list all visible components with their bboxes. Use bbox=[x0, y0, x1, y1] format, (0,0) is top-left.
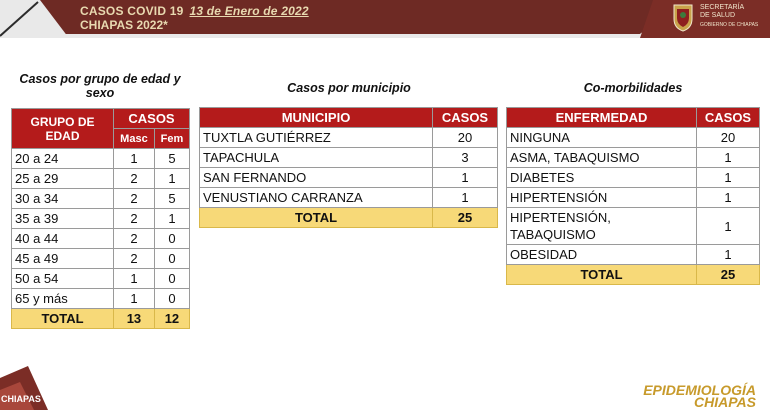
municipio-section-title: Casos por municipio bbox=[287, 81, 411, 95]
col-header-casos: CASOS bbox=[697, 108, 760, 128]
row-masc: 1 bbox=[114, 269, 155, 289]
chiapas-logo-text: CHIAPAS bbox=[1, 394, 41, 404]
col-header-casos: CASOS bbox=[114, 109, 190, 129]
total-label: TOTAL bbox=[12, 309, 114, 329]
table-row bbox=[12, 209, 190, 229]
row-grupo: 45 a 49 bbox=[12, 249, 114, 269]
total-fem: 12 bbox=[154, 309, 189, 329]
row-grupo: 65 y más bbox=[12, 289, 114, 309]
epidemiologia-line-1: EPIDEMIOLOGÍA bbox=[643, 382, 756, 398]
row-casos: 1 bbox=[697, 208, 760, 245]
row-casos: 20 bbox=[433, 128, 498, 148]
row-fem: 0 bbox=[154, 249, 189, 269]
chiapas-logo bbox=[0, 360, 60, 410]
row-masc: 2 bbox=[114, 229, 155, 249]
row-casos: 1 bbox=[697, 188, 760, 208]
comorb-section-title: Co-morbilidades bbox=[583, 81, 683, 95]
row-municipio: TAPACHULA bbox=[200, 148, 433, 168]
row-masc: 2 bbox=[114, 249, 155, 269]
header-title bbox=[80, 4, 309, 18]
col-header-fem: Fem bbox=[154, 129, 189, 149]
logo-line-2: DE SALUD bbox=[700, 12, 736, 19]
table-row bbox=[12, 189, 190, 209]
row-enfermedad: DIABETES bbox=[507, 168, 697, 188]
total-casos: 25 bbox=[433, 208, 498, 228]
table-row bbox=[507, 208, 760, 245]
col-header-grupo: GRUPO DE EDAD bbox=[12, 109, 114, 149]
row-masc: 2 bbox=[114, 169, 155, 189]
table-row bbox=[200, 148, 498, 168]
table-row bbox=[507, 168, 760, 188]
row-enfermedad: HIPERTENSIÓN bbox=[507, 188, 697, 208]
row-fem: 0 bbox=[154, 269, 189, 289]
row-enfermedad: NINGUNA bbox=[507, 128, 697, 148]
table-row bbox=[507, 188, 760, 208]
table-row bbox=[12, 149, 190, 169]
total-label: TOTAL bbox=[507, 265, 697, 285]
row-casos: 1 bbox=[697, 148, 760, 168]
table-row bbox=[200, 168, 498, 188]
table-row bbox=[507, 148, 760, 168]
row-masc: 1 bbox=[114, 289, 155, 309]
table-row bbox=[12, 249, 190, 269]
row-municipio: VENUSTIANO CARRANZA bbox=[200, 188, 433, 208]
row-casos: 1 bbox=[433, 188, 498, 208]
row-grupo: 50 a 54 bbox=[12, 269, 114, 289]
table-row bbox=[12, 289, 190, 309]
age-section-title: Casos por grupo de edad y sexo bbox=[19, 72, 181, 100]
row-enfermedad: OBESIDAD bbox=[507, 245, 697, 265]
table-row bbox=[507, 128, 760, 148]
total-masc: 13 bbox=[114, 309, 155, 329]
col-header-municipio: MUNICIPIO bbox=[200, 108, 433, 128]
municipio-table bbox=[199, 107, 498, 228]
row-grupo: 35 a 39 bbox=[12, 209, 114, 229]
row-fem: 1 bbox=[154, 169, 189, 189]
row-grupo: 40 a 44 bbox=[12, 229, 114, 249]
age-group-table bbox=[11, 108, 190, 329]
row-grupo: 20 a 24 bbox=[12, 149, 114, 169]
total-row bbox=[200, 208, 498, 228]
row-masc: 1 bbox=[114, 149, 155, 169]
col-header-casos: CASOS bbox=[433, 108, 498, 128]
table-row bbox=[12, 229, 190, 249]
row-fem: 5 bbox=[154, 149, 189, 169]
table-row bbox=[12, 169, 190, 189]
row-enfermedad: HIPERTENSIÓN, TABAQUISMO bbox=[507, 208, 697, 245]
row-casos: 1 bbox=[697, 168, 760, 188]
epidemiologia-line-2: CHIAPAS bbox=[694, 394, 756, 410]
row-fem: 0 bbox=[154, 229, 189, 249]
total-row bbox=[12, 309, 190, 329]
table-row bbox=[12, 269, 190, 289]
total-label: TOTAL bbox=[200, 208, 433, 228]
header-subtitle: CHIAPAS 2022* bbox=[80, 18, 168, 32]
row-casos: 3 bbox=[433, 148, 498, 168]
total-row bbox=[507, 265, 760, 285]
col-header-enfermedad: ENFERMEDAD bbox=[507, 108, 697, 128]
row-casos: 1 bbox=[697, 245, 760, 265]
header-title-text: CASOS COVID 19 bbox=[80, 4, 184, 18]
table-row bbox=[200, 188, 498, 208]
comorbilidades-table bbox=[506, 107, 760, 285]
row-casos: 20 bbox=[697, 128, 760, 148]
table-row bbox=[200, 128, 498, 148]
row-casos: 1 bbox=[433, 168, 498, 188]
row-enfermedad: ASMA, TABAQUISMO bbox=[507, 148, 697, 168]
logo-text bbox=[700, 4, 744, 20]
corner-stripe-decoration bbox=[0, 0, 40, 38]
col-header-masc: Masc bbox=[114, 129, 155, 149]
total-casos: 25 bbox=[697, 265, 760, 285]
shield-icon bbox=[672, 3, 694, 32]
row-fem: 1 bbox=[154, 209, 189, 229]
row-grupo: 30 a 34 bbox=[12, 189, 114, 209]
table-row bbox=[507, 245, 760, 265]
header-date: 13 de Enero de 2022 bbox=[189, 4, 309, 18]
row-grupo: 25 a 29 bbox=[12, 169, 114, 189]
epidemiologia-logo bbox=[628, 384, 756, 408]
logo-line-1: SECRETARÍA bbox=[700, 4, 745, 11]
row-municipio: SAN FERNANDO bbox=[200, 168, 433, 188]
row-masc: 2 bbox=[114, 189, 155, 209]
row-fem: 5 bbox=[154, 189, 189, 209]
row-masc: 2 bbox=[114, 209, 155, 229]
logo-subtitle: GOBIERNO DE CHIAPAS bbox=[700, 22, 759, 28]
row-municipio: TUXTLA GUTIÉRREZ bbox=[200, 128, 433, 148]
row-fem: 0 bbox=[154, 289, 189, 309]
